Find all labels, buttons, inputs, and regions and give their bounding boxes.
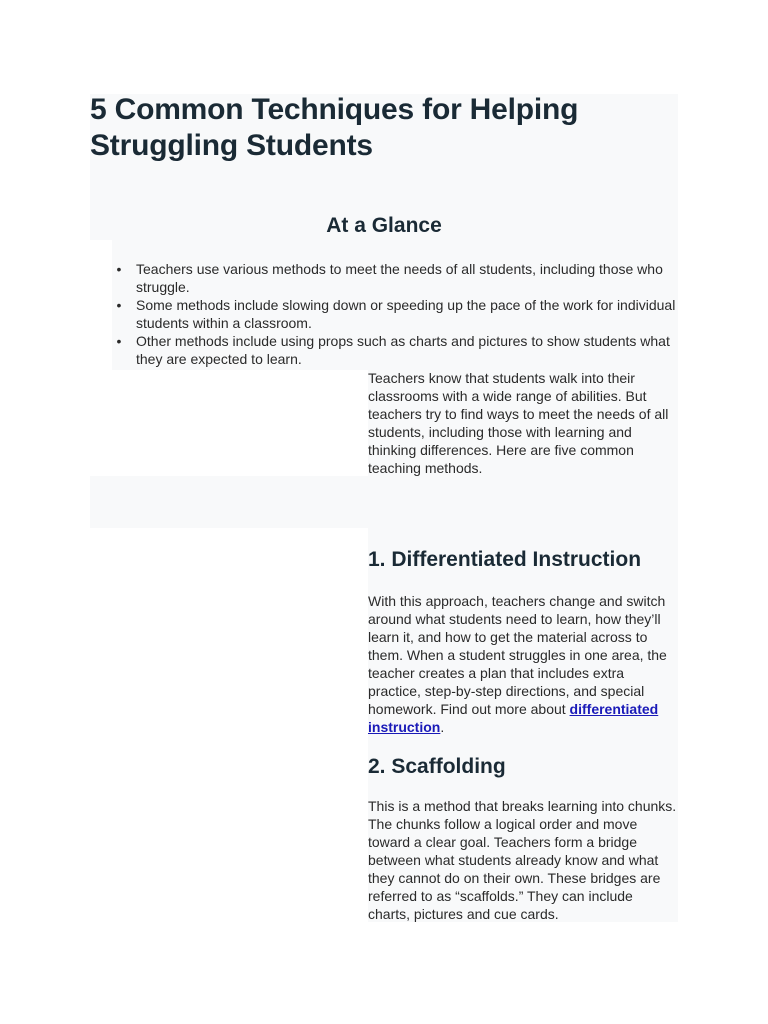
list-item <box>112 296 678 332</box>
section-heading-differentiated-instruction: 1. Differentiated Instruction <box>368 548 642 571</box>
bullet-icon: • <box>116 333 122 349</box>
bullet-icon: • <box>116 297 122 313</box>
page-title: 5 Common Techniques for Helping Struggling Students <box>90 93 579 162</box>
list-item-text: Other methods include using props such as charts and pictures to show students what they are expected to learn. <box>136 333 670 367</box>
list-item-text: Some methods include slowing down or speeding up the pace of the work for individual students within a classroom. <box>136 297 676 331</box>
intro-paragraph: Teachers know that students walk into their classrooms with a wide range of abilities. But teachers try to find ways to meet the needs of all students, including those with learning and thinking differences. Here are five common teaching methods. <box>368 370 669 476</box>
section-paragraph-scaffolding: This is a method that breaks learning into chunks. The chunks follow a logical order and move toward a clear goal. Teachers form a bridge between what students already know and what they cannot do on their own. These bridges are referred to as “scaffolds.” They can include charts, pictures and cue cards. <box>368 798 677 922</box>
list-item <box>112 332 678 368</box>
at-a-glance-heading: At a Glance <box>326 214 442 237</box>
paragraph-text: . <box>440 719 445 735</box>
list-item-text: Teachers use various methods to meet the needs of all students, including those who struggle. <box>136 261 663 295</box>
content-background <box>90 476 678 528</box>
paragraph-text: With this approach, teachers change and switch around what students need to learn, how they’ll learn it, and how to get the material across to them. When a student struggles in one area, the teacher creates a plan that includes extra practice, step-by-step directions, and special homework. Find out more about <box>368 593 667 717</box>
differentiated-instruction-link[interactable]: differentiated instruction <box>368 701 659 735</box>
bullet-icon: • <box>116 261 122 277</box>
section-heading-scaffolding: 2. Scaffolding <box>368 755 506 778</box>
section-paragraph-differentiated-instruction <box>368 592 678 736</box>
list-item <box>112 260 678 296</box>
at-a-glance-list <box>112 260 678 368</box>
